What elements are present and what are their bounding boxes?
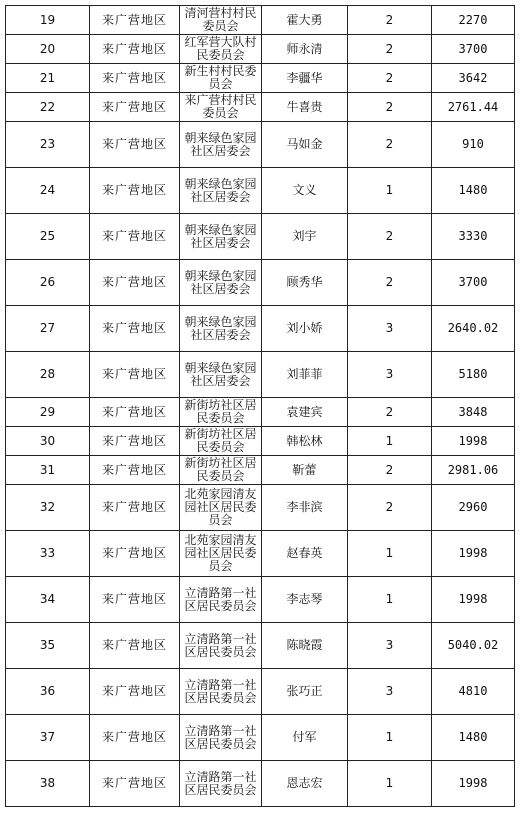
table-row xyxy=(6,623,515,669)
table-row xyxy=(6,35,515,64)
cell-region: 来广营地区 xyxy=(90,168,180,214)
cell-count: 1 xyxy=(348,715,432,761)
cell-count: 2 xyxy=(348,6,432,35)
cell-community: 新街坊社区居民委员会 xyxy=(180,456,262,485)
cell-community: 北苑家园清友园社区居民委员会 xyxy=(180,485,262,531)
cell-amount: 3700 xyxy=(432,35,515,64)
cell-count: 2 xyxy=(348,260,432,306)
cell-amount: 2640.02 xyxy=(432,306,515,352)
table-row xyxy=(6,427,515,456)
cell-amount: 2960 xyxy=(432,485,515,531)
cell-amount: 5180 xyxy=(432,352,515,398)
cell-no: 20 xyxy=(6,35,90,64)
relief-table-body xyxy=(6,6,515,807)
cell-region: 来广营地区 xyxy=(90,577,180,623)
table-row xyxy=(6,456,515,485)
table-row xyxy=(6,306,515,352)
cell-no: 19 xyxy=(6,6,90,35)
cell-count: 2 xyxy=(348,35,432,64)
cell-name: 韩松林 xyxy=(262,427,348,456)
table-row xyxy=(6,64,515,93)
cell-community: 朝来绿色家园社区居委会 xyxy=(180,122,262,168)
cell-count: 2 xyxy=(348,456,432,485)
cell-count: 2 xyxy=(348,214,432,260)
cell-region: 来广营地区 xyxy=(90,260,180,306)
cell-no: 24 xyxy=(6,168,90,214)
cell-name: 牛喜贵 xyxy=(262,93,348,122)
cell-name: 陈晓霞 xyxy=(262,623,348,669)
cell-name: 袁建宾 xyxy=(262,398,348,427)
cell-region: 来广营地区 xyxy=(90,35,180,64)
cell-name: 顾秀华 xyxy=(262,260,348,306)
cell-no: 22 xyxy=(6,93,90,122)
cell-region: 来广营地区 xyxy=(90,456,180,485)
cell-region: 来广营地区 xyxy=(90,93,180,122)
table-row xyxy=(6,6,515,35)
cell-name: 张巧正 xyxy=(262,669,348,715)
cell-count: 3 xyxy=(348,352,432,398)
cell-region: 来广营地区 xyxy=(90,761,180,807)
cell-name: 刘小娇 xyxy=(262,306,348,352)
cell-community: 朝来绿色家园社区居委会 xyxy=(180,260,262,306)
cell-count: 2 xyxy=(348,398,432,427)
cell-community: 立清路第一社区居民委员会 xyxy=(180,761,262,807)
cell-community: 红军营大队村民委员会 xyxy=(180,35,262,64)
cell-name: 李疆华 xyxy=(262,64,348,93)
cell-region: 来广营地区 xyxy=(90,6,180,35)
cell-name: 文义 xyxy=(262,168,348,214)
cell-no: 25 xyxy=(6,214,90,260)
table-row xyxy=(6,669,515,715)
cell-amount: 2981.06 xyxy=(432,456,515,485)
cell-no: 37 xyxy=(6,715,90,761)
cell-amount: 5040.02 xyxy=(432,623,515,669)
cell-amount: 1998 xyxy=(432,577,515,623)
cell-amount: 1998 xyxy=(432,531,515,577)
cell-amount: 2270 xyxy=(432,6,515,35)
cell-community: 朝来绿色家园社区居委会 xyxy=(180,168,262,214)
table-row xyxy=(6,260,515,306)
cell-amount: 1998 xyxy=(432,427,515,456)
cell-no: 38 xyxy=(6,761,90,807)
cell-count: 2 xyxy=(348,93,432,122)
cell-community: 朝来绿色家园社区居委会 xyxy=(180,214,262,260)
cell-no: 36 xyxy=(6,669,90,715)
cell-community: 来广营村村民委员会 xyxy=(180,93,262,122)
cell-community: 立清路第一社区居民委员会 xyxy=(180,669,262,715)
cell-amount: 4810 xyxy=(432,669,515,715)
table-row xyxy=(6,531,515,577)
cell-name: 李志琴 xyxy=(262,577,348,623)
table-row xyxy=(6,122,515,168)
cell-community: 立清路第一社区居民委员会 xyxy=(180,715,262,761)
cell-region: 来广营地区 xyxy=(90,715,180,761)
cell-community: 立清路第一社区居民委员会 xyxy=(180,577,262,623)
cell-community: 新生村村民委员会 xyxy=(180,64,262,93)
cell-region: 来广营地区 xyxy=(90,669,180,715)
cell-count: 1 xyxy=(348,168,432,214)
cell-region: 来广营地区 xyxy=(90,122,180,168)
cell-amount: 1998 xyxy=(432,761,515,807)
table-row xyxy=(6,715,515,761)
table-row xyxy=(6,93,515,122)
cell-community: 立清路第一社区居民委员会 xyxy=(180,623,262,669)
cell-amount: 910 xyxy=(432,122,515,168)
cell-count: 1 xyxy=(348,577,432,623)
cell-name: 刘菲菲 xyxy=(262,352,348,398)
cell-region: 来广营地区 xyxy=(90,64,180,93)
cell-no: 31 xyxy=(6,456,90,485)
table-row xyxy=(6,577,515,623)
cell-region: 来广营地区 xyxy=(90,485,180,531)
cell-name: 师永清 xyxy=(262,35,348,64)
cell-count: 3 xyxy=(348,669,432,715)
relief-table xyxy=(5,5,515,807)
table-row xyxy=(6,398,515,427)
cell-region: 来广营地区 xyxy=(90,398,180,427)
cell-name: 恩志宏 xyxy=(262,761,348,807)
cell-amount: 3642 xyxy=(432,64,515,93)
cell-region: 来广营地区 xyxy=(90,427,180,456)
cell-count: 2 xyxy=(348,64,432,93)
cell-count: 2 xyxy=(348,485,432,531)
cell-no: 30 xyxy=(6,427,90,456)
cell-name: 马如金 xyxy=(262,122,348,168)
cell-region: 来广营地区 xyxy=(90,352,180,398)
cell-count: 3 xyxy=(348,306,432,352)
cell-name: 付军 xyxy=(262,715,348,761)
cell-no: 34 xyxy=(6,577,90,623)
cell-community: 新街坊社区居民委员会 xyxy=(180,398,262,427)
cell-no: 27 xyxy=(6,306,90,352)
cell-community: 朝来绿色家园社区居委会 xyxy=(180,352,262,398)
cell-amount: 3330 xyxy=(432,214,515,260)
cell-community: 北苑家园清友园社区居民委员会 xyxy=(180,531,262,577)
cell-count: 1 xyxy=(348,531,432,577)
cell-no: 23 xyxy=(6,122,90,168)
cell-name: 刘宇 xyxy=(262,214,348,260)
cell-region: 来广营地区 xyxy=(90,214,180,260)
cell-amount: 2761.44 xyxy=(432,93,515,122)
cell-no: 26 xyxy=(6,260,90,306)
cell-count: 2 xyxy=(348,122,432,168)
cell-count: 1 xyxy=(348,427,432,456)
cell-region: 来广营地区 xyxy=(90,306,180,352)
cell-no: 35 xyxy=(6,623,90,669)
cell-community: 朝来绿色家园社区居委会 xyxy=(180,306,262,352)
cell-name: 霍大勇 xyxy=(262,6,348,35)
cell-count: 1 xyxy=(348,761,432,807)
cell-region: 来广营地区 xyxy=(90,623,180,669)
cell-no: 32 xyxy=(6,485,90,531)
table-row xyxy=(6,168,515,214)
cell-count: 3 xyxy=(348,623,432,669)
cell-name: 赵春英 xyxy=(262,531,348,577)
table-row xyxy=(6,761,515,807)
cell-amount: 1480 xyxy=(432,715,515,761)
cell-region: 来广营地区 xyxy=(90,531,180,577)
cell-no: 21 xyxy=(6,64,90,93)
cell-name: 李非滨 xyxy=(262,485,348,531)
cell-no: 28 xyxy=(6,352,90,398)
cell-no: 33 xyxy=(6,531,90,577)
cell-amount: 1480 xyxy=(432,168,515,214)
table-row xyxy=(6,485,515,531)
table-row xyxy=(6,352,515,398)
cell-no: 29 xyxy=(6,398,90,427)
cell-amount: 3700 xyxy=(432,260,515,306)
cell-name: 靳蕾 xyxy=(262,456,348,485)
cell-community: 新街坊社区居民委员会 xyxy=(180,427,262,456)
cell-community: 清河营村村民委员会 xyxy=(180,6,262,35)
cell-amount: 3848 xyxy=(432,398,515,427)
table-row xyxy=(6,214,515,260)
